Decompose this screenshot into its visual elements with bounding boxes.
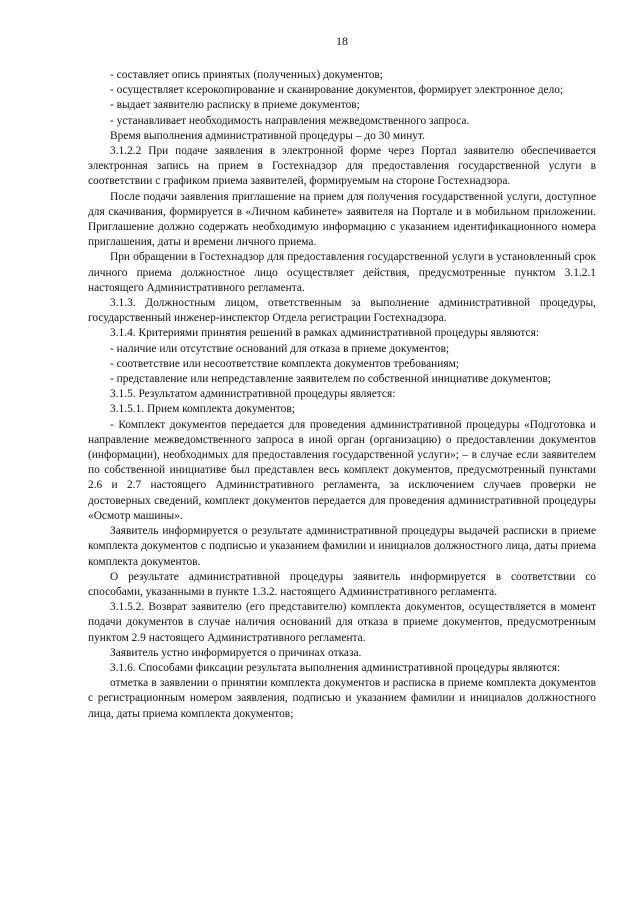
paragraph: 3.1.5.1. Прием комплекта документов;: [110, 403, 295, 416]
paragraph: 3.1.2.2 При подаче заявления в электронной форме через Портал заявителю обеспечивается электронная запись на прием в Гостехнадзор для предоставления государственной услуги в соответствии с графиком приема заявителей, формируемым на стороне Гостехнадзора.: [88, 145, 596, 188]
paragraph: 3.1.3. Должностным лицом, ответственным за выполнение административной процедуры, государственный инженер-инспектор Отдела регистрации Гостехнадзора.: [88, 297, 596, 325]
paragraph: 3.1.4. Критериями принятия решений в рамках административной процедуры являются:: [110, 327, 539, 340]
paragraph: - соответствие или несоответствие комплекта документов требованиям;: [110, 357, 459, 370]
paragraph: отметка в заявлении о принятии комплекта документов и расписка в приеме комплекта документов с регистрационным номером заявления, подписью и указанием фамилии и инициалов должностного лица, даты приема комплекта документов;: [88, 677, 596, 720]
paragraph: - представление или непредставление заявителем по собственной инициативе документов;: [110, 373, 551, 386]
page-body: [88, 68, 596, 722]
paragraph: - выдает заявителю расписку в приеме документов;: [110, 99, 360, 112]
page-number: 18: [336, 34, 348, 48]
paragraph: - наличие или отсутствие оснований для отказа в приеме документов;: [110, 342, 450, 355]
paragraph: - составляет опись принятых (полученных) документов;: [110, 69, 383, 81]
paragraph: - устанавливает необходимость направления межведомственного запроса.: [110, 114, 470, 127]
paragraph: Заявитель устно информируется о причинах отказа.: [110, 646, 362, 659]
paragraph: - осуществляет ксерокопирование и сканирование документов, формирует электронное дело;: [110, 84, 564, 97]
paragraph: 3.1.6. Способами фиксации результата выполнения административной процедуры являются:: [110, 661, 561, 674]
paragraph: При обращении в Гостехнадзор для предоставления государственной услуги в установленный срок личного приема должностное лицо осуществляет действия, предусмотренные пунктом 3.1.2.1 настоящего Административного регламента.: [88, 251, 596, 294]
paragraph: - Комплект документов передается для проведения административной процедуры «Подготовка и направление межведомственного запроса в иной орган (организацию) о предоставлении документов (информации), необходимых для предоставления государственной услуги»; – в случае если заявителем по собственной инициативе был представлен весь комплект документов, предусмотренный пунктами 2.6 и 2.7 настоящего Административного регламента, за исключением случаев проверки не достоверных сведений, комплект документов передается для проведения административной процедуры «Осмотр машины».: [88, 418, 596, 522]
paragraph: О результате административной процедуры заявитель информируется в соответствии со способами, указанными в пункте 1.3.2. настоящего Административного регламента.: [88, 570, 596, 598]
paragraph: Заявитель информируется о результате административной процедуры выдачей расписки в приеме комплекта документов с подписью и указанием фамилии и инициалов должностного лица, даты приема комплекта документов.: [88, 525, 596, 568]
document-page: [88, 34, 596, 722]
paragraph: 3.1.5.2. Возврат заявителю (его представителю) комплекта документов, осуществляется в момент подачи документов в случае наличия оснований для отказа в приеме документов, предусмотренным пунктом 2.9 настоящего Административного регламента.: [88, 601, 596, 644]
paragraph: После подачи заявления приглашение на прием для получения государственной услуги, доступное для скачивания, формируется в «Личном кабинете» заявителя на Портале и в мобильном приложении. Приглашение должно содержать необходимую информацию с указанием идентификационного номера приглашения, даты и времени личного приема.: [88, 190, 596, 249]
paragraph: Время выполнения административной процедуры – до 30 минут.: [110, 129, 425, 142]
paragraph: 3.1.5. Результатом административной процедуры является:: [110, 388, 396, 401]
